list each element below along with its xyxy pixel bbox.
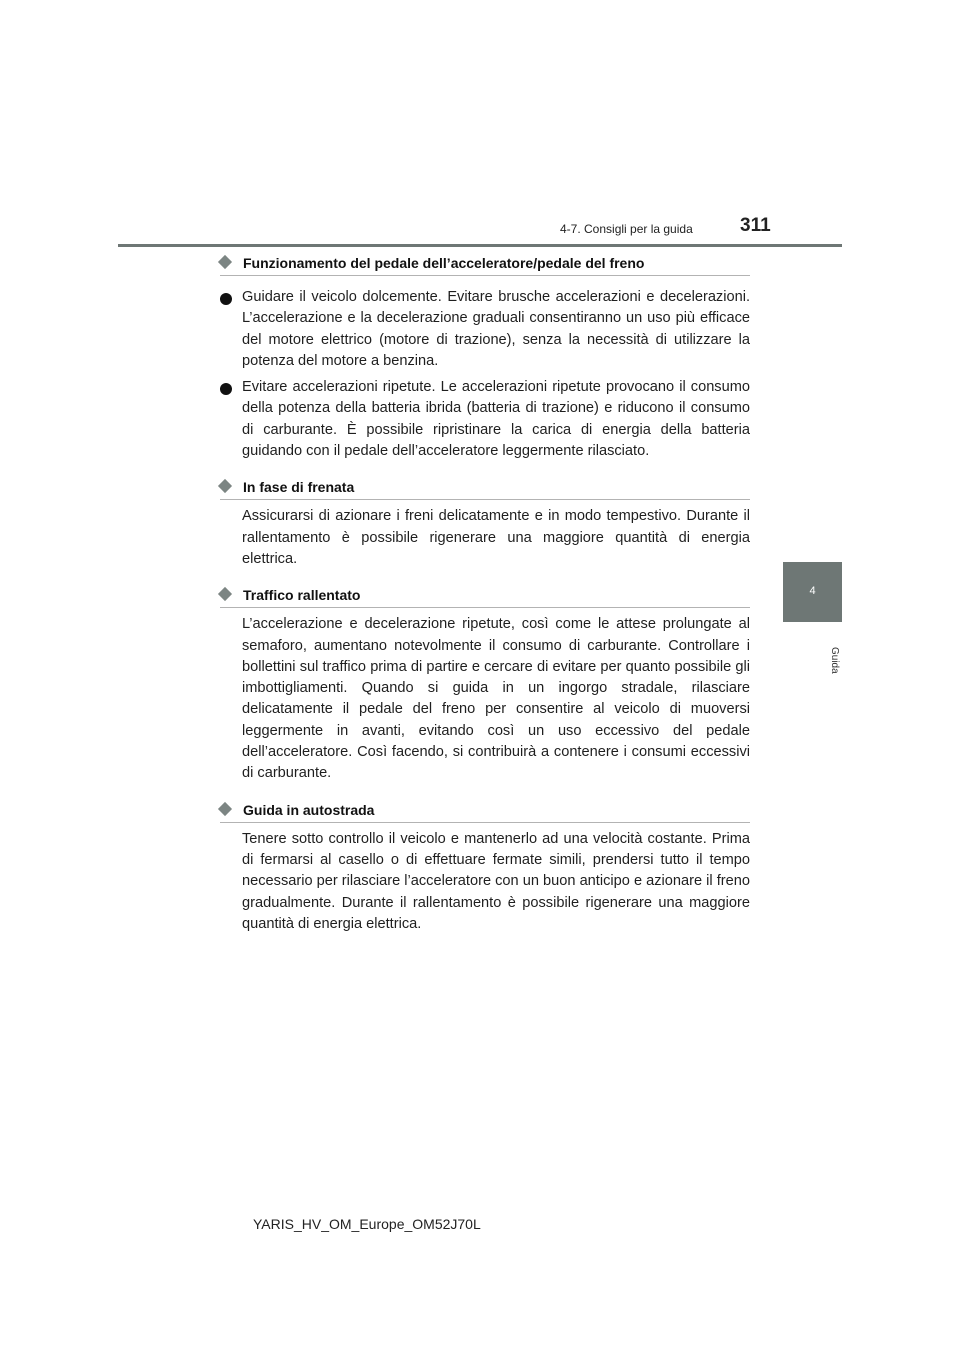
bullet-icon — [220, 383, 232, 395]
section-heading — [220, 252, 750, 276]
diamond-icon — [218, 255, 232, 269]
section-label: 4-7. Consigli per la guida — [560, 222, 693, 236]
page-content — [220, 252, 750, 935]
diamond-icon — [218, 479, 232, 493]
chapter-label: Guida — [829, 646, 840, 674]
section-heading — [220, 584, 750, 608]
section-heading-text: Traffico rallentato — [243, 587, 361, 604]
section-heading-text: In fase di frenata — [243, 479, 355, 496]
section-paragraph: Assicurarsi di azionare i freni delicatamente e in modo tempestivo. Durante il rallentamento è possibile rigenerare una maggiore quantità di energia elettrica. — [242, 508, 750, 567]
section-paragraph: L’accelerazione e decelerazione ripetute, così come le attese prolungate al semaforo, aumentano notevolmente il consumo di carburante. Controllare i bollettini sul traffico prima di partire e cercare di evitare per quanto possibile gli imbottigliamenti. Quando si guida in un ingorgo stradale, rilasciare delicatamente il pedale del freno per consentire al veicolo di muoversi leggermente in avanti, evitando così un uso eccessivo del pedale dell’acceleratore. Così facendo, si contribuirà a contenere i consumi eccessivi di carburante. — [242, 616, 750, 782]
bullet-item — [220, 377, 750, 462]
bullet-text: Evitare accelerazioni ripetute. Le accelerazioni ripetute provocano il consumo della potenza della batteria ibrida (batteria di trazione) e riducono il consumo di carburante. È possibile ripristinare la carica di energia della batteria guidando con il pedale dell’acceleratore leggermente rilasciato. — [242, 379, 750, 460]
bullet-icon — [220, 293, 232, 305]
diamond-icon — [218, 587, 232, 601]
section-heading-text: Guida in autostrada — [243, 801, 375, 818]
section-heading — [220, 476, 750, 500]
document-id: YARIS_HV_OM_Europe_OM52J70L — [253, 1216, 481, 1232]
chapter-tab — [783, 562, 842, 622]
header-rule — [118, 244, 842, 247]
chapter-number: 4 — [809, 585, 816, 597]
diamond-icon — [218, 802, 232, 816]
page-header — [0, 0, 960, 250]
page-number: 311 — [740, 215, 771, 236]
section-heading — [220, 799, 750, 823]
section-heading-text: Funzionamento del pedale dell’acceleratore/pedale del freno — [243, 255, 645, 271]
bullet-item — [220, 287, 750, 372]
bullet-text: Guidare il veicolo dolcemente. Evitare brusche accelerazioni e decelerazioni. L’accelerazione e la decelerazione graduali consentiranno un uso più efficace del motore elettrico (motore di trazione), senza la necessità di utilizzare la potenza del motore a benzina. — [242, 289, 750, 369]
section-paragraph: Tenere sotto controllo il veicolo e mantenerlo ad una velocità costante. Prima di fermarsi al casello o di effettuare fermate simili, prendersi tutto il tempo necessario per rilasciare l’acceleratore con un buon anticipo e azionare il freno gradualmente. Durante il rallentamento è possibile rigenerare una maggiore quantità di energia elettrica. — [242, 830, 750, 932]
